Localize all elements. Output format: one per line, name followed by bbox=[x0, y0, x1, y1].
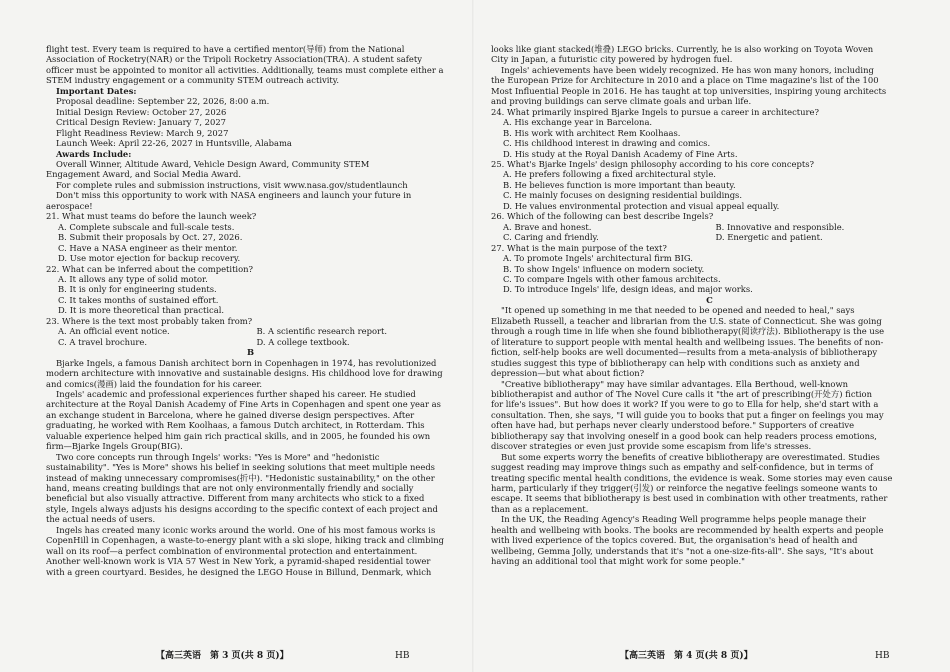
text-line: with a green courtyard. Besides, he designed the LEGO House in Billund, Denmark, which bbox=[46, 566, 432, 577]
answer-option-row bbox=[46, 326, 455, 336]
text-line: STEM industry engagement or a community STEM outreach activity. bbox=[46, 75, 340, 86]
answer-option: D. He values environmental protection and visual appeal equally. bbox=[503, 200, 780, 211]
text-line: escape. It seems that bibliotherapy is best used in combination with other treatments, rather bbox=[491, 493, 888, 504]
passage-b bbox=[46, 358, 455, 578]
text-line: beneficial but also visually attractive. Different from many architects who stick to a fixed bbox=[46, 493, 425, 504]
text-line: studies suggest this type of bibliotherapy can help with conditions such as anxiety and bbox=[491, 357, 860, 368]
question-27 bbox=[491, 243, 928, 295]
passage-c bbox=[491, 305, 928, 566]
answer-option-row bbox=[491, 232, 928, 242]
text-line: Bjarke Ingels, a famous Danish architect born in Copenhagen in 1974, has revolutionized bbox=[56, 357, 437, 368]
text-line: with lived experience of the topics covered. But, the organisation's head of health and bbox=[491, 535, 858, 546]
answer-option: C. To compare Ingels with other famous architects. bbox=[503, 273, 721, 284]
question-stem: 26. Which of the following can best describe Ingels? bbox=[491, 211, 714, 222]
answer-option: A. He prefers following a fixed architectural style. bbox=[503, 169, 716, 180]
question-stem: 21. What must teams do before the launch week? bbox=[46, 211, 257, 222]
info-line: For complete rules and submission instructions, visit www.nasa.gov/studentlaunch bbox=[56, 179, 408, 190]
text-line: Most Influential People in 2016. He has taught at top universities, inspiring young architects bbox=[491, 85, 887, 96]
answer-option: B. He believes function is more important than beauty. bbox=[503, 179, 736, 190]
question-stem: 23. Where is the text most probably taken from? bbox=[46, 315, 253, 326]
text-line: having an additional tool that might work for some people." bbox=[491, 556, 745, 567]
answer-option-row bbox=[46, 337, 455, 347]
text-line: "It opened up something in me that needed to be opened and needed to heal," says bbox=[501, 305, 855, 316]
answer-option: B. His work with architect Rem Koolhaas. bbox=[503, 127, 681, 138]
answer-option: A. It allows any type of solid motor. bbox=[58, 273, 208, 284]
answer-option: A. Complete subscale and full-scale tests. bbox=[58, 221, 235, 232]
answer-option: A. An official event notice. bbox=[58, 326, 170, 337]
text-line: consultation. Then, she says, "I will guide you to books that put a finger on feelings you may bbox=[491, 409, 884, 420]
answer-option: A. His exchange year in Barcelona. bbox=[503, 117, 653, 128]
date-item: Flight Readiness Review: March 9, 2027 bbox=[56, 127, 229, 138]
question-21 bbox=[46, 211, 455, 263]
answer-option: C. Have a NASA engineer as their mentor. bbox=[58, 242, 238, 253]
text-line: and comics(漫画) laid the foundation for his career. bbox=[46, 378, 263, 389]
text-line: Another well-known work is VIA 57 West in New York, a pyramid-shaped residential tower bbox=[46, 556, 431, 567]
text-line: wellbeing, Gemma Jolly, understands that it's "not a one-size-fits-all". She says, "It's about bbox=[491, 545, 874, 556]
question-stem: 24. What primarily inspired Bjarke Ingels to pursue a career in architecture? bbox=[491, 106, 820, 117]
answer-option: D. Use motor ejection for backup recovery. bbox=[58, 253, 241, 264]
text-line: discover strategies or even just provide some escapism from life's stresses. bbox=[491, 441, 812, 452]
answer-option: D. His study at the Royal Danish Academy of Fine Arts. bbox=[503, 148, 738, 159]
page-footer-label: 【高三英语 第 3 页(共 8 页)】 bbox=[156, 651, 289, 661]
date-item: Proposal deadline: September 22, 2026, 8:00 a.m. bbox=[56, 96, 270, 107]
page-footer-code: HB bbox=[395, 651, 410, 661]
text-line: style, Ingels always adjusts his designs according to the specific context of each project and bbox=[46, 503, 438, 514]
question-stem: 27. What is the main purpose of the text? bbox=[491, 242, 667, 253]
text-line: instead of making unnecessary compromises(折中). "Hedonistic sustainability," on the other bbox=[46, 472, 435, 483]
answer-option: D. Energetic and patient. bbox=[715, 232, 823, 243]
text-line: hand, means creating buildings that are not only environmentally friendly and socially bbox=[46, 483, 414, 494]
text-line: suggest reading may improve things such as empathy and self-confidence, but in terms of bbox=[491, 462, 874, 473]
info-line: Don't miss this opportunity to work with NASA engineers and launch your future in bbox=[56, 190, 412, 201]
text-line: firm—Bjarke Ingels Group(BIG). bbox=[46, 441, 183, 452]
text-line: than as a replacement. bbox=[491, 503, 589, 514]
question-22 bbox=[46, 264, 455, 316]
page-footer-label: 【高三英语 第 4 页(共 8 页)】 bbox=[620, 651, 753, 661]
text-line: Elizabeth Russell, a teacher and librarian from the U.S. state of Connecticut. She was going bbox=[491, 315, 882, 326]
text-line: through a rough time in life when she found bibliotherapy(阅读疗法). Bibliotherapy is the use bbox=[491, 326, 885, 337]
text-line: the European Prize for Architecture in 2010 and a place on Time magazine's list of the 100 bbox=[491, 75, 879, 86]
section-b-heading: B bbox=[246, 347, 255, 358]
text-line: depression—but what about fiction? bbox=[491, 368, 645, 379]
answer-option: C. His childhood interest in drawing and comics. bbox=[503, 138, 711, 149]
page-footer-code: HB bbox=[875, 651, 890, 661]
answer-option: C. He mainly focuses on designing residential buildings. bbox=[503, 190, 743, 201]
passage-b-continued bbox=[491, 44, 928, 107]
text-line: In the UK, the Reading Agency's Reading Well programme helps people manage their bbox=[501, 514, 866, 525]
text-line: Ingels has created many iconic works around the world. One of his most famous works is bbox=[56, 524, 436, 535]
question-25 bbox=[491, 159, 928, 211]
answer-option: A. To promote Ingels' architectural firm BIG. bbox=[503, 253, 693, 264]
answer-option: B. It is only for engineering students. bbox=[58, 284, 217, 295]
answer-option-row bbox=[491, 222, 928, 232]
question-stem: 25. What's Bjarke Ingels' design philosophy according to his core concepts? bbox=[491, 158, 814, 169]
answer-option: B. Submit their proposals by Oct. 27, 2026. bbox=[58, 232, 243, 243]
text-line: City in Japan, a futuristic city powered by hydrogen fuel. bbox=[491, 54, 733, 65]
section-c-heading: C bbox=[706, 294, 713, 305]
dates-heading: Important Dates: bbox=[56, 85, 137, 96]
text-line: Two core concepts run through Ingels' works: "Yes is More" and "hedonistic bbox=[56, 451, 380, 462]
answer-option: D. A college textbook. bbox=[256, 336, 350, 347]
info-line: aerospace! bbox=[46, 200, 93, 211]
awards-line: Overall Winner, Altitude Award, Vehicle Design Award, Community STEM bbox=[56, 158, 370, 169]
answer-option: B. Innovative and responsible. bbox=[715, 221, 845, 232]
text-line: an exchange student in Barcelona, where he gained diverse design perspectives. After bbox=[46, 409, 415, 420]
text-line: and proving buildings can serve climate goals and urban life. bbox=[491, 96, 752, 107]
text-line: looks like giant stacked(堆叠) LEGO bricks. Currently, he is also working on Toyota Woven bbox=[491, 44, 874, 54]
text-line: the actual needs of users. bbox=[46, 514, 156, 525]
text-line: architecture at the Royal Danish Academy of Fine Arts in Copenhagen and spent one year as bbox=[46, 399, 441, 410]
text-line: flight test. Every team is required to have a certified mentor(导师) from the National bbox=[46, 44, 405, 54]
text-line: Association of Rocketry(NAR) or the Tripoli Rocketry Association(TRA). A student safety bbox=[46, 54, 422, 65]
text-line: harm, particularly if they trigger(引发) or reinforce the negative feelings someone wants to bbox=[491, 483, 878, 494]
question-26 bbox=[491, 211, 928, 242]
answer-option: D. To introduce Ingels' life, design ideas, and major works. bbox=[503, 284, 753, 295]
text-line: fiction, self-help books are well documented—results from a meta-analysis of bibliotherapy bbox=[491, 347, 878, 358]
text-line: often have had, but perhaps never clearly understood before." Supporters of creative bbox=[491, 420, 855, 431]
answer-option: C. Caring and friendly. bbox=[503, 232, 599, 243]
text-line: modern architecture with innovative and sustainable designs. His childhood love for drawing bbox=[46, 368, 443, 379]
answer-option: A. Brave and honest. bbox=[503, 221, 592, 232]
text-line: CopenHill in Copenhagen, a waste-to-energy plant with a ski slope, hiking track and climbing bbox=[46, 535, 445, 546]
text-line: sustainability". "Yes is More" shows his belief in seeking solutions that meet multiple needs bbox=[46, 462, 435, 473]
question-stem: 22. What can be inferred about the competition? bbox=[46, 263, 254, 274]
passage-a-end bbox=[46, 44, 455, 211]
text-line: "Creative bibliotherapy" may have similar advantages. Ella Berthoud, well-known bbox=[501, 378, 849, 389]
text-line: treating specific mental health conditions, the evidence is weak. Some stories may even cause bbox=[491, 472, 893, 483]
answer-option: C. A travel brochure. bbox=[58, 336, 148, 347]
text-line: of literature to support people with mental health and wellbeing issues. The benefits of non- bbox=[491, 336, 884, 347]
answer-option: B. To show Ingels' influence on modern society. bbox=[503, 263, 705, 274]
text-line: valuable experience helped him gain rich practical skills, and in 2005, he founded his own bbox=[46, 430, 431, 441]
date-item: Initial Design Review: October 27, 2026 bbox=[56, 106, 227, 117]
awards-line: Engagement Award, and Social Media Award. bbox=[46, 169, 241, 180]
text-line: for life's issues". But how does it work? If you were to go to Ella for help, she'd start with a bbox=[491, 399, 879, 410]
right-page bbox=[475, 0, 950, 672]
text-line: bibliotherapist and author of The Novel Cure calls it "the art of prescribing(开处方) fiction bbox=[491, 388, 872, 399]
text-line: graduating, he worked with Rem Koolhaas, a famous Dutch architect, in Rotterdam. This bbox=[46, 420, 425, 431]
text-line: officer must be appointed to monitor all activities. Additionally, teams must complete either a bbox=[46, 64, 444, 75]
date-item: Launch Week: April 22-26, 2027 in Huntsville, Alabama bbox=[56, 138, 292, 149]
text-line: But some experts worry the benefits of creative bibliotherapy are overestimated. Studies bbox=[501, 451, 880, 462]
text-line: Ingels' academic and professional experiences further shaped his career. He studied bbox=[56, 388, 416, 399]
awards-heading: Awards Include: bbox=[56, 148, 132, 159]
text-line: health and wellbeing with books. The books are recommended by health experts and people bbox=[491, 524, 884, 535]
text-line: Ingels' achievements have been widely recognized. He has won many honors, including bbox=[501, 64, 874, 75]
answer-option: C. It takes months of sustained effort. bbox=[58, 294, 219, 305]
question-23 bbox=[46, 316, 455, 347]
question-24 bbox=[491, 107, 928, 159]
answer-option: D. It is more theoretical than practical. bbox=[58, 305, 225, 316]
text-line: bibliotherapy say that involving oneself in a good book can help readers process emotions, bbox=[491, 430, 877, 441]
date-item: Critical Design Review: January 7, 2027 bbox=[56, 117, 226, 128]
text-line: wall on its roof—a perfect combination of environmental protection and entertainment. bbox=[46, 545, 418, 556]
answer-option: B. A scientific research report. bbox=[256, 326, 388, 337]
